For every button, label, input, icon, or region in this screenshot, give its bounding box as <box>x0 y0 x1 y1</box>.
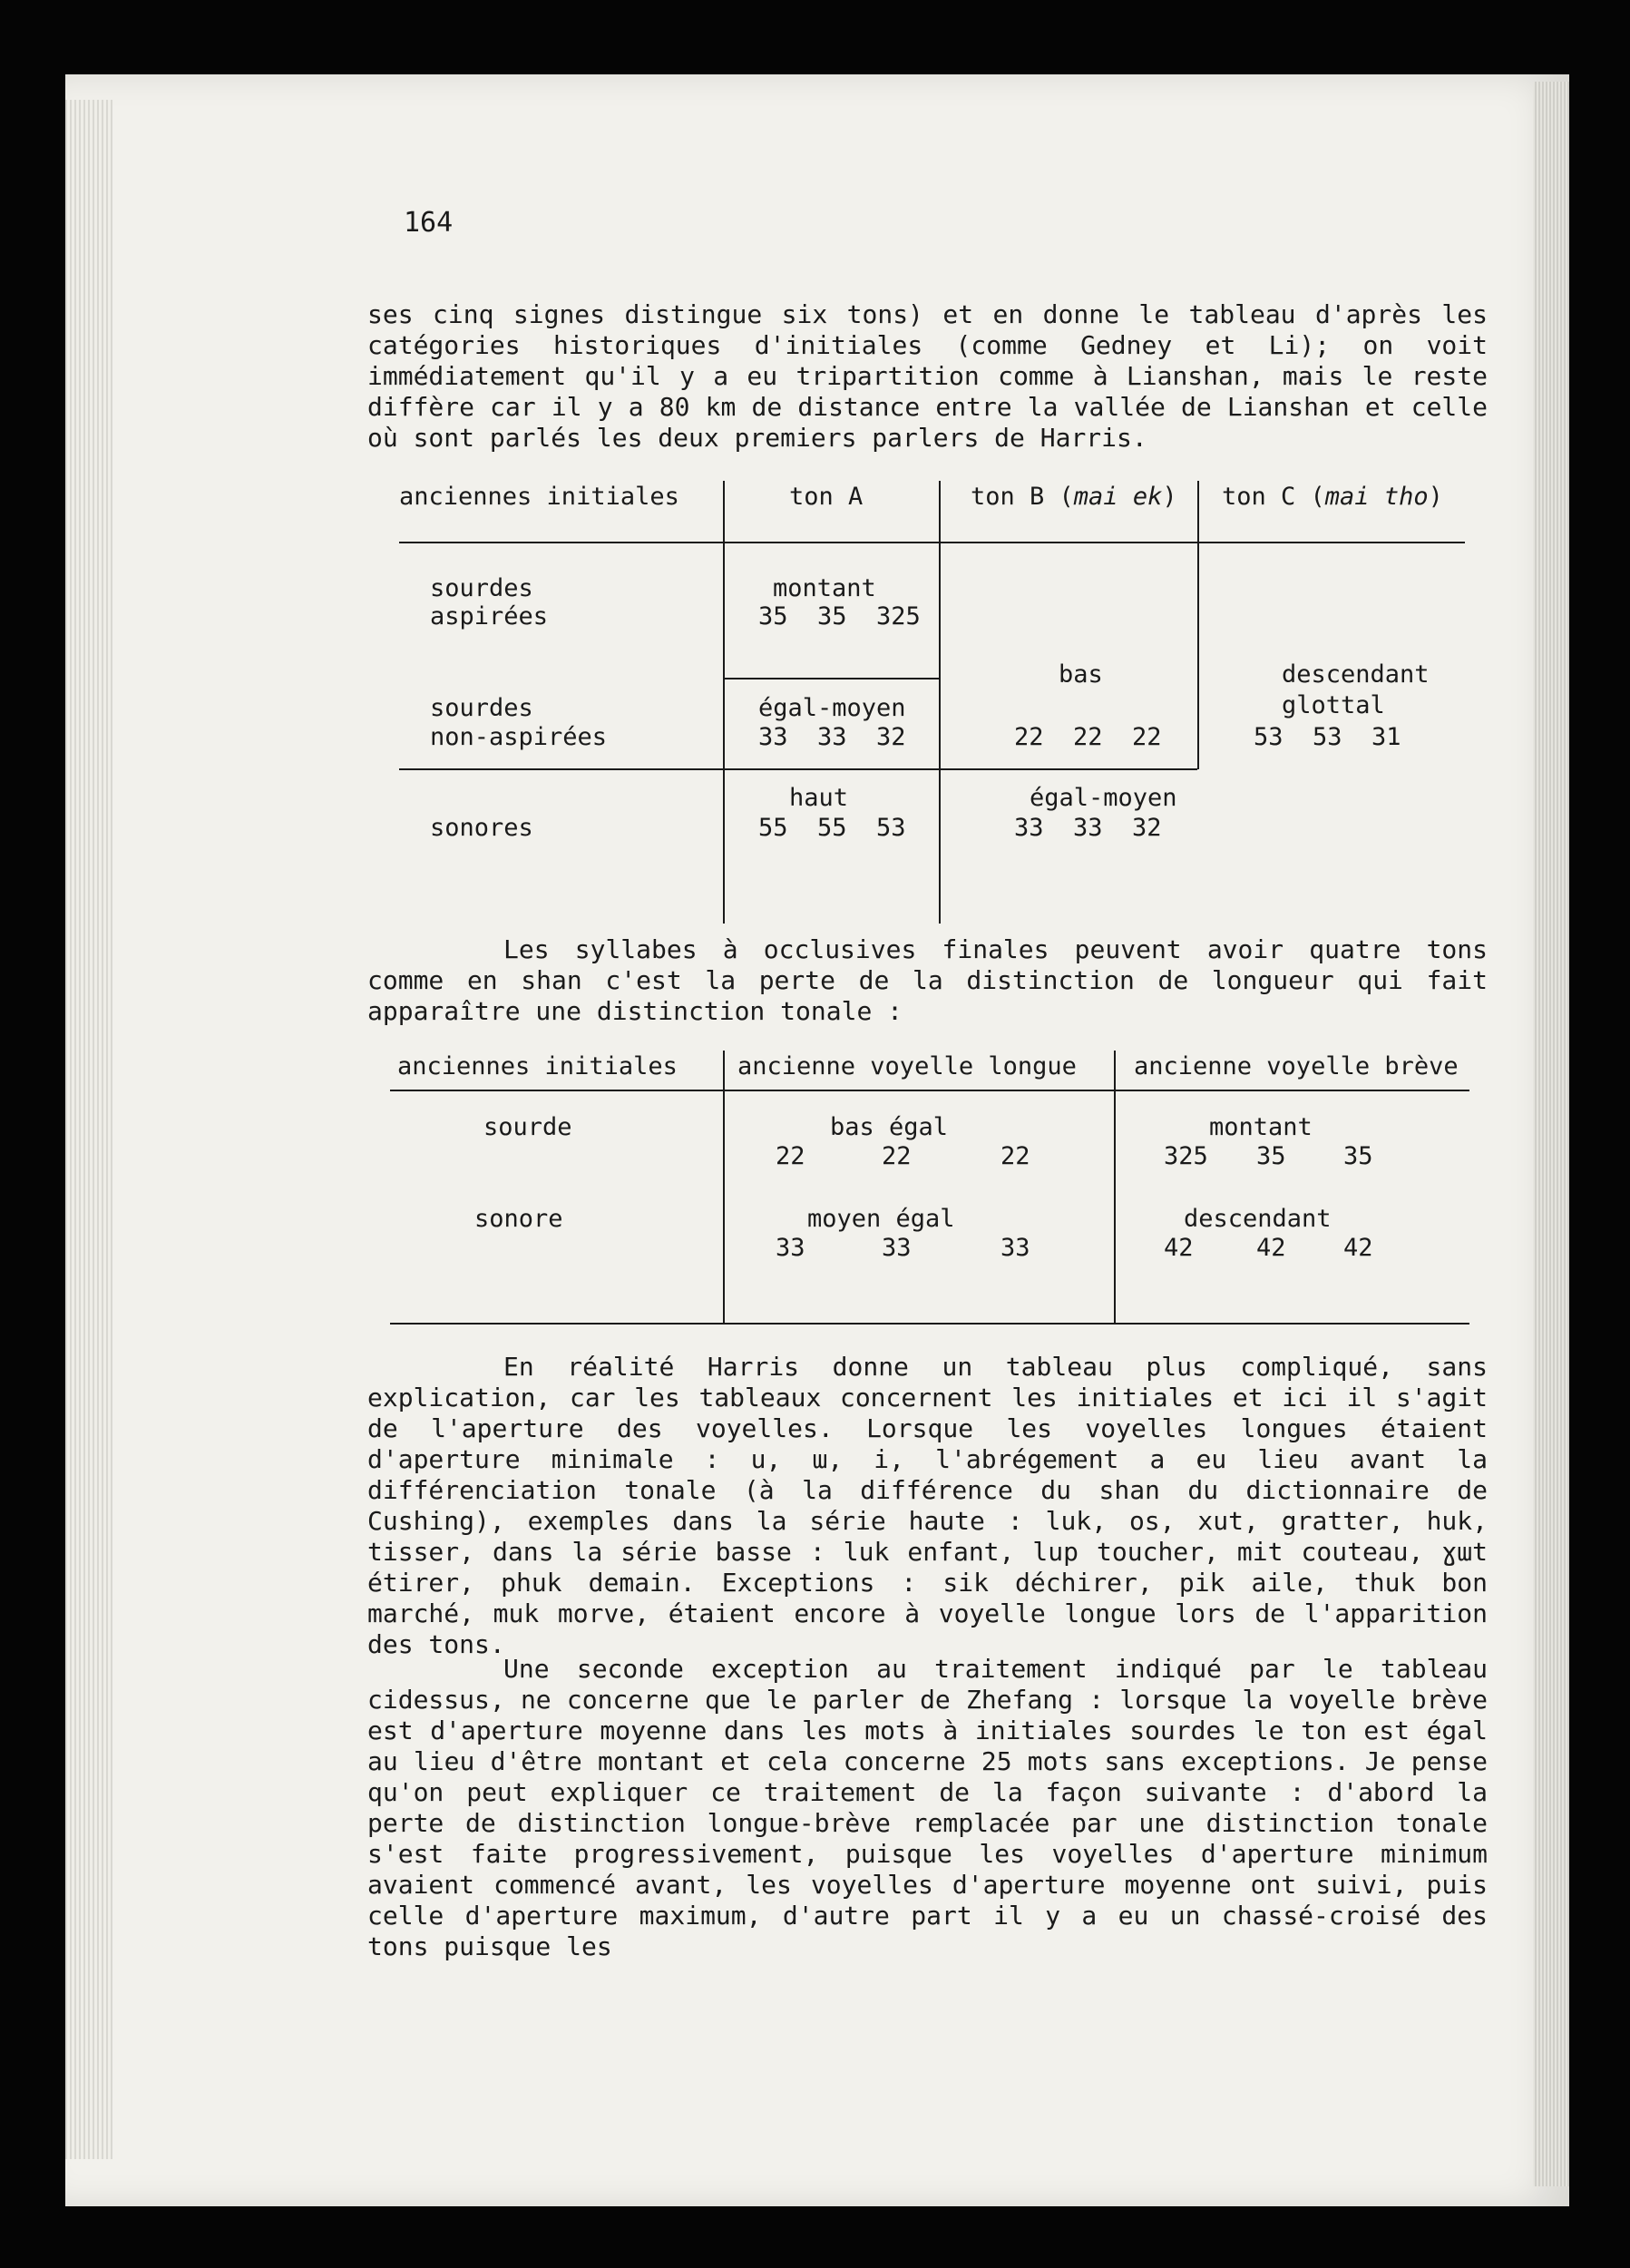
t2-r1-long-v1: 22 <box>776 1142 805 1170</box>
t2-r1-long-name: bas égal <box>830 1113 949 1141</box>
t1-header-initiales: anciennes initiales <box>399 483 679 511</box>
t2-r2-brev-v3: 42 <box>1343 1234 1373 1262</box>
t1-r3-A-vals: 55 55 53 <box>758 814 906 842</box>
paragraph-2: Les syllabes à occlusives finales peuvent avoir quatre tons comme en shan c'est la perte de la distinction de longueur qui fait apparaître une distinction tonale : <box>367 934 1488 1026</box>
t2-r2-brev-name: descendant <box>1184 1205 1332 1233</box>
page-stack-edge <box>65 100 112 2159</box>
t1-B-top-vals: 22 22 22 <box>1014 723 1162 751</box>
t1-r1-A-name: montant <box>773 574 876 602</box>
t2-header-breve: ancienne voyelle brève <box>1134 1052 1459 1080</box>
t1-C-name2: glottal <box>1282 691 1385 719</box>
t1-header-tonB: ton B (mai ek) <box>971 483 1177 511</box>
t1-r1-label1: sourdes <box>430 574 533 602</box>
t1-header-tonC: ton C (mai tho) <box>1222 483 1443 511</box>
t2-r2-brev-v1: 42 <box>1164 1234 1194 1262</box>
t2-r1-long-v2: 22 <box>882 1142 912 1170</box>
t1-C-vals: 53 53 31 <box>1254 723 1401 751</box>
t1-r3-label: sonores <box>430 814 533 842</box>
paragraph-3: En réalité Harris donne un tableau plus compliqué, sans explication, car les tableaux concernent les initiales et ici il s'agit de l'aperture des voyelles. Lorsque les voyelles longues étaient d'aperture minimale : u, ɯ, i, l'abrégement a eu lieu avant la différenciation tonale (à la différence du shan du dictionnaire de Cushing), exemples dans la série haute : luk, os, xut, gratter, huk, tisser, dans la série basse : luk enfant, lup toucher, mit couteau, ɣɯt étirer, phuk demain. Exceptions : sik déchirer, pik aile, thuk bon marché, muk morve, étaient encore à voyelle longue lors de l'apparition des tons. <box>367 1352 1488 1659</box>
t1-r2-A-vals: 33 33 32 <box>758 723 906 751</box>
table2-header-rule <box>390 1090 1469 1091</box>
t2-r1-brev-name: montant <box>1209 1113 1313 1141</box>
page-right-edge <box>1533 82 1569 2186</box>
t2-r2-brev-v2: 42 <box>1256 1234 1286 1262</box>
paragraph-1: ses cinq signes distingue six tons) et en donne le tableau d'après les catégories historiques d'initiales (comme Gedney et Li); on voit immédiatement qu'il y a eu tripartition comme à Lianshan, mais le reste diffère car il y a 80 km de distance entre la vallée de Lianshan et celle où sont parlés les deux premiers parlers de Harris. <box>367 299 1488 453</box>
t1-r2-label1: sourdes <box>430 694 533 722</box>
t1-r2-label2: non-aspirées <box>430 723 608 751</box>
t1-r3-B-name: égal-moyen <box>1030 784 1177 812</box>
t2-r2-long-v2: 33 <box>882 1234 912 1262</box>
t2-header-initiales: anciennes initiales <box>397 1052 678 1080</box>
t1-r3-A-name: haut <box>789 784 849 812</box>
t2-r1-brev-v1: 325 <box>1164 1142 1208 1170</box>
t2-r1-label: sourde <box>483 1113 572 1141</box>
page-number: 164 <box>404 207 454 239</box>
t2-r2-long-v3: 33 <box>1000 1234 1030 1262</box>
t2-r1-brev-v2: 35 <box>1256 1142 1286 1170</box>
t1-r3-B-vals: 33 33 32 <box>1014 814 1162 842</box>
t2-r2-long-v1: 33 <box>776 1234 805 1262</box>
t2-r1-brev-v3: 35 <box>1343 1142 1373 1170</box>
t2-r1-long-v3: 22 <box>1000 1142 1030 1170</box>
t1-B-top-name: bas <box>1059 660 1103 689</box>
t1-r1-A-vals: 35 35 325 <box>758 602 921 631</box>
t1-r1-label2: aspirées <box>430 602 549 631</box>
table1-header-rule <box>399 542 1465 543</box>
table2-bottom-rule <box>390 1323 1469 1325</box>
t1-header-tonA: ton A <box>789 483 864 511</box>
t2-header-longue: ancienne voyelle longue <box>737 1052 1077 1080</box>
t2-r2-label: sonore <box>474 1205 563 1233</box>
t2-r2-long-name: moyen égal <box>807 1205 955 1233</box>
t1-C-name1: descendant <box>1282 660 1430 689</box>
paragraph-4: Une seconde exception au traitement indiqué par le tableau cidessus, ne concerne que le parler de Zhefang : lorsque la voyelle brève est d'aperture moyenne dans les mots à initiales sourdes le ton est égal au lieu d'être montant et cela concerne 25 mots sans exceptions. Je pense qu'on peut expliquer ce traitement de la façon suivante : d'abord la perte de distinction longue-brève remplacée par une distinction tonale s'est faite progressivement, puisque les voyelles d'aperture minimum avaient commencé avant, les voyelles d'aperture moyenne ont suivi, puis celle d'aperture maximum, d'autre part il y a eu un chassé-croisé des tons puisque les <box>367 1654 1488 1961</box>
t1-r2-A-name: égal-moyen <box>758 694 906 722</box>
